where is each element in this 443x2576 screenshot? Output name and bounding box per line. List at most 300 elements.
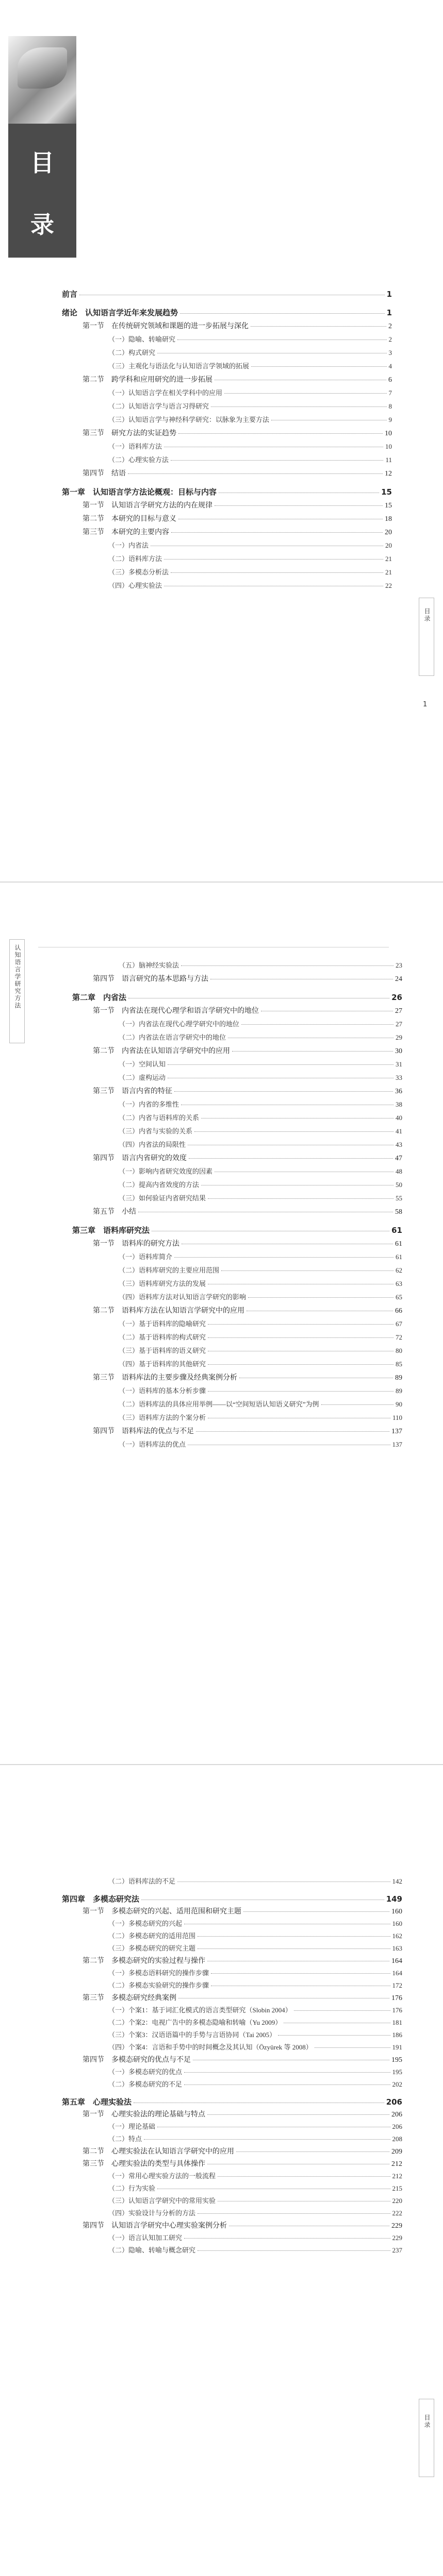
- toc-page-number: 11: [385, 456, 392, 464]
- toc-page-number: 61: [396, 1253, 402, 1261]
- toc-subsection[interactable]: [119, 1278, 402, 1290]
- toc-page-number: 18: [385, 515, 392, 523]
- dot-leader: [321, 1404, 393, 1405]
- toc-subsection[interactable]: [108, 347, 392, 359]
- toc-section[interactable]: [83, 1955, 402, 1967]
- toc-section[interactable]: [83, 320, 392, 332]
- dot-leader: [189, 1158, 393, 1159]
- dot-leader: [128, 473, 383, 474]
- dot-leader: [171, 532, 383, 533]
- dot-leader: [198, 2250, 390, 2251]
- toc-entry-label: （二）基于语料库的构式研究: [119, 1333, 206, 1341]
- toc-page-number: 209: [391, 2148, 402, 2156]
- toc-subsection[interactable]: [119, 1112, 402, 1124]
- toc-entry-label: 第三节 多模态研究经典案例: [83, 1994, 176, 2002]
- toc-subsection[interactable]: [119, 1345, 402, 1357]
- toc-entry-label: （三）多模态研究的研究主题: [108, 1944, 196, 1952]
- toc-subsection[interactable]: [108, 2133, 402, 2145]
- toc-subsection[interactable]: [119, 1332, 402, 1343]
- toc-page-number: 41: [396, 1127, 402, 1135]
- dot-leader: [178, 433, 383, 434]
- toc-section[interactable]: [83, 374, 392, 385]
- toc-entry-label: 第四节 语言内省研究的效度: [93, 1155, 187, 1162]
- toc-entry-label: 第五章 心理实验法: [62, 2097, 132, 2107]
- dot-leader: [144, 2139, 390, 2140]
- toc-page-number: 85: [396, 1360, 402, 1368]
- dot-leader: [184, 2238, 390, 2239]
- toc-page-number: 8: [388, 402, 392, 410]
- dot-leader: [208, 1337, 393, 1338]
- toc-page-number: 26: [391, 993, 402, 1002]
- toc-entry-label: 第三节 语言内省的特征: [93, 1088, 172, 1095]
- toc-page-number: 6: [388, 376, 392, 384]
- toc-section[interactable]: [83, 2158, 402, 2170]
- toc-section[interactable]: [93, 1372, 402, 1383]
- dot-leader: [221, 1270, 393, 1271]
- toc-entry-label: 第一节 多模态研究的兴起、适用范围和研究主题: [83, 1908, 241, 1916]
- toc-entry-label: （二）构式研究: [108, 349, 156, 357]
- toc-entry-label: 第二节 跨学科和应用研究的进一步拓展: [83, 376, 212, 384]
- dot-leader: [207, 2114, 389, 2115]
- toc-page-number: 31: [396, 1060, 402, 1068]
- toc-page-number: 21: [385, 555, 392, 563]
- side-head: 认知语言学研究方法: [14, 944, 21, 1009]
- toc-subsection[interactable]: [108, 414, 392, 426]
- dot-leader: [251, 326, 386, 327]
- toc-entry-label: （二）语料库研究的主要应用范围: [119, 1266, 220, 1274]
- toc-subsection[interactable]: [108, 2005, 402, 2016]
- toc-entry-label: （一）隐喻、转喻研究: [108, 335, 176, 343]
- dot-leader: [215, 505, 383, 506]
- toc-entry-label: 第四节 认知语言学研究中心理实验案例分析: [83, 2222, 227, 2230]
- toc-entry-label: 前言: [62, 290, 78, 299]
- dot-leader: [208, 1391, 393, 1392]
- toc-entry-label: （二）语料库法的不足: [108, 1877, 176, 1885]
- toc-page-number: 181: [392, 2019, 402, 2026]
- dot-leader: [198, 2213, 390, 2214]
- toc-entry-label: （三）个案3：汉语语篇中的手势与言语协同（Tai 2005）: [108, 2031, 276, 2039]
- toc-subsection[interactable]: [119, 1126, 402, 1137]
- toc-section[interactable]: [83, 500, 392, 511]
- dot-leader: [171, 572, 383, 573]
- toc-chapter[interactable]: [62, 2096, 402, 2108]
- toc-entry-label: 第四节 多模态研究的优点与不足: [83, 2056, 191, 2064]
- toc-subsection[interactable]: [108, 2195, 402, 2207]
- toc-page-number: 12: [385, 470, 392, 478]
- toc-page-number: 40: [396, 1114, 402, 1122]
- toc-entry-label: （二）多模态研究的不足: [108, 2080, 183, 2088]
- toc-page-number: 206: [391, 2111, 402, 2119]
- toc-page-number: 80: [396, 1347, 402, 1354]
- toc-subsection[interactable]: [119, 1399, 402, 1410]
- dot-leader: [174, 1091, 393, 1092]
- toc-page-number: 3: [388, 349, 392, 357]
- toc-entry-label: （二）语料库方法: [108, 555, 162, 563]
- toc-page-number: 10: [385, 443, 392, 450]
- toc-subsection[interactable]: [108, 2029, 402, 2041]
- toc-entry-label: 第三节 语料库法的主要步骤及经典案例分析: [93, 1374, 237, 1382]
- toc-page-number: 229: [392, 2234, 402, 2242]
- toc-subsection[interactable]: [119, 1059, 402, 1070]
- toc-page-number: 176: [392, 2006, 402, 2014]
- toc-entry-label: （一）认知语言学在相关学科中的应用: [108, 389, 223, 397]
- toc-entry-label: 第一节 在传统研究领域和课题的进一步拓展与深化: [83, 323, 249, 330]
- toc-entry-label: （二）认知语言学与语言习得研究: [108, 402, 209, 410]
- toc-entry-label: （四）基于语料库的其他研究: [119, 1360, 206, 1368]
- toc-section[interactable]: [83, 2146, 402, 2157]
- toc-page-number: 237: [392, 2246, 402, 2254]
- toc-page-number: 22: [385, 582, 392, 589]
- toc-entry-label: （一）理论基础: [108, 2123, 156, 2130]
- toc-page-number: 208: [392, 2135, 402, 2143]
- toc-section[interactable]: [93, 1045, 402, 1057]
- toc-page-number: 4: [388, 362, 392, 370]
- toc-section[interactable]: [93, 1238, 402, 1249]
- toc-section[interactable]: [93, 1206, 402, 1217]
- dot-leader: [232, 1051, 393, 1052]
- toc-subsection[interactable]: [119, 1166, 402, 1177]
- toc-subsection[interactable]: [108, 1876, 402, 1887]
- toc-subsection[interactable]: [108, 1943, 402, 1954]
- toc-entry-label: （一）内省的多维性: [119, 1100, 179, 1108]
- folio: 1: [423, 701, 428, 708]
- dot-leader: [211, 1973, 390, 1974]
- dot-leader: [184, 2072, 390, 2073]
- toc-chapter[interactable]: [62, 1893, 402, 1905]
- toc-page-number: 7: [388, 389, 392, 397]
- toc-subsection[interactable]: [108, 441, 392, 452]
- dot-leader: [251, 366, 386, 367]
- toc-entry-label: 绪论 认知语言学近年来发展趋势: [62, 308, 178, 317]
- toc-page-number: 163: [392, 1944, 402, 1952]
- toc-page-number: 229: [391, 2222, 402, 2230]
- toc-page-number: 62: [396, 1266, 402, 1274]
- toc-subsection[interactable]: [119, 1019, 402, 1030]
- toc-page-number: 212: [392, 2172, 402, 2180]
- toc-subsection[interactable]: [108, 454, 392, 466]
- toc-entry-label: （二）虚构运动: [119, 1074, 166, 1081]
- toc-subsection[interactable]: [108, 1968, 402, 1979]
- toc-chapter[interactable]: [62, 486, 392, 498]
- side-head: 目录: [423, 608, 431, 622]
- toc-section[interactable]: [83, 527, 392, 538]
- toc-entry-label: （二）隐喻、转喻与概念研究: [108, 2246, 196, 2254]
- toc-entry-label: （一）内省法在现代心理学研究中的地位: [119, 1020, 240, 1028]
- toc-entry-label: （一）常用心理实验方法的一般流程: [108, 2172, 216, 2180]
- toc-entry-label: 第一章 认知语言学方法论概观：目标与内容: [62, 487, 217, 497]
- dot-leader: [208, 1364, 393, 1365]
- toc-entry-label: 第二节 多模态研究的实验过程与操作: [83, 1957, 205, 1965]
- toc-entry-label: （一）影响内省研究效度的因素: [119, 1167, 213, 1175]
- toc-entry-label: 第二章 内省法: [72, 993, 127, 1002]
- toc-page-number: 23: [396, 961, 402, 969]
- toc-page-number: 222: [392, 2209, 402, 2217]
- toc-page-number: 220: [392, 2197, 402, 2205]
- toc-subsection[interactable]: [119, 1179, 402, 1191]
- dot-leader: [248, 1297, 393, 1298]
- toc-page-number: 29: [396, 1033, 402, 1041]
- toc-page-number: 2: [388, 335, 392, 343]
- dot-leader: [278, 2035, 390, 2036]
- toc-subsection[interactable]: [108, 2017, 402, 2028]
- toc-page-number: 66: [395, 1307, 402, 1315]
- toc-subsection[interactable]: [108, 2066, 402, 2078]
- toc-subsection[interactable]: [108, 2042, 402, 2053]
- toc-entry-label: （二）多模态实验研究的操作步骤: [108, 1981, 209, 1989]
- toc-page-number: 176: [391, 1994, 402, 2002]
- dot-leader: [218, 2176, 390, 2177]
- toc-entry-label: 第四节 语言研究的基本思路与方法: [93, 975, 208, 983]
- toc-entry-label: （一）多模态语料研究的操作步骤: [108, 1969, 209, 1977]
- page-2: [0, 883, 443, 1764]
- toc-section[interactable]: [83, 2220, 402, 2231]
- dot-leader: [181, 965, 393, 966]
- toc-subsection[interactable]: [119, 1193, 402, 1204]
- toc-section[interactable]: [93, 1153, 402, 1164]
- toc-entry-label: 第一节 语料库的研究方法: [93, 1240, 179, 1248]
- toc-chapter[interactable]: [72, 992, 402, 1003]
- dot-leader: [164, 559, 383, 560]
- toc-page-number: 27: [396, 1020, 402, 1028]
- toc-page-number: 186: [392, 2031, 402, 2039]
- toc-entry-label: 第二节 内省法在认知语言学研究中的应用: [93, 1047, 230, 1055]
- toc-page-number: 160: [391, 1908, 402, 1916]
- toc-page-number: 65: [396, 1293, 402, 1301]
- toc-entry-label: （二）心理实验方法: [108, 456, 169, 464]
- toc-page-number: 195: [392, 2068, 402, 2076]
- toc-page-number: 206: [392, 2123, 402, 2130]
- toc-entry-label: 第二节 心理实验法在认知语言学研究中的应用: [83, 2148, 234, 2156]
- toc-entry-label: 第二节 本研究的目标与意义: [83, 515, 176, 523]
- toc-page-number: 61: [395, 1240, 402, 1248]
- toc-entry-label: （二）个案2：电视广告中的多模态隐喻和转喻（Yu 2009）: [108, 2019, 282, 2026]
- toc-entry-label: 第四章 多模态研究法: [62, 1894, 140, 1904]
- toc-page-number: 24: [395, 975, 402, 983]
- toc-page-number: 1: [386, 308, 392, 317]
- toc-page-number: 36: [395, 1088, 402, 1095]
- toc-entry-label: （三）认知语言学与神经科学研究：以脉象为主要方法: [108, 416, 270, 423]
- toc-page-number: 215: [392, 2184, 402, 2192]
- dot-leader: [168, 1064, 393, 1065]
- toc-page-number: 191: [392, 2043, 402, 2051]
- toc-subsection[interactable]: [108, 401, 392, 412]
- toc-section[interactable]: [83, 2054, 402, 2065]
- toc-subsection[interactable]: [108, 361, 392, 372]
- toc-page-number: 21: [385, 568, 392, 576]
- page-3: [0, 1765, 443, 2576]
- dot-leader: [241, 1024, 393, 1025]
- toc-page-number: 15: [385, 502, 392, 510]
- dot-leader: [208, 1198, 393, 1199]
- toc-subsection[interactable]: [108, 2232, 402, 2244]
- toc-entry-label: （一）空间认知: [119, 1060, 166, 1068]
- toc-page-number: 89: [396, 1387, 402, 1395]
- toc-page-number: 67: [396, 1320, 402, 1328]
- side-head-box: [419, 2399, 434, 2477]
- toc-entry-label: （三）内省与实验的关系: [119, 1127, 193, 1135]
- toc-page-number: 55: [396, 1194, 402, 1202]
- toc-entry-label: （二）内省法在语言学研究中的地位: [119, 1033, 226, 1041]
- toc-page-number: 33: [396, 1074, 402, 1081]
- toc-section[interactable]: [83, 428, 392, 439]
- toc-entry-label: （四）心理实验法: [108, 582, 162, 589]
- toc-entry-label: 第二节 语料库方法在认知语言学研究中的应用: [93, 1307, 244, 1315]
- toc-entry-label: 第三节 研究方法的实证趋势: [83, 430, 176, 437]
- toc-entry-label: （三）多模态分析法: [108, 568, 169, 576]
- dot-leader: [211, 406, 386, 407]
- toc-entry-label: 第一节 内省法在现代心理学和语言学研究中的地位: [93, 1007, 259, 1015]
- toc-page-number: 90: [396, 1400, 402, 1408]
- dot-leader: [198, 1948, 390, 1949]
- toc-page-number: 27: [395, 1007, 402, 1015]
- toc-page-number: 137: [392, 1440, 402, 1448]
- toc-page-number: 58: [395, 1208, 402, 1216]
- toc-entry-label: （一）个案1：基于词汇化模式的语言类型研究（Slobin 2004）: [108, 2006, 292, 2014]
- toc-section[interactable]: [83, 1992, 402, 2004]
- toc-entry-label: （一）语料库方法: [108, 443, 162, 450]
- toc-subsection[interactable]: [119, 1099, 402, 1110]
- toc-subsection[interactable]: [119, 1032, 402, 1043]
- toc-chapter[interactable]: [62, 307, 392, 318]
- toc-entry-label: 第三节 本研究的主要内容: [83, 529, 169, 536]
- dot-leader: [315, 2047, 390, 2048]
- toc-section[interactable]: [83, 2109, 402, 2120]
- toc-subsection[interactable]: [108, 1930, 402, 1942]
- toc-section[interactable]: [93, 1005, 402, 1016]
- dot-leader: [194, 1131, 393, 1132]
- toc-entry-label: （二）特点: [108, 2135, 142, 2143]
- toc-page-number: 89: [395, 1374, 402, 1382]
- toc-subsection[interactable]: [119, 1251, 402, 1263]
- toc-entry-label: 第一节 认知语言学研究方法的内在规律: [83, 502, 212, 510]
- toc-subsection[interactable]: [108, 2171, 402, 2182]
- toc-entry-label: （一）多模态研究的优点: [108, 2068, 183, 2076]
- toc-page-number: 30: [395, 1047, 402, 1055]
- toc-entry-label: （一）语言认知加工研究: [108, 2234, 183, 2242]
- toc-entry-label: （二）多模态研究的适用范围: [108, 1932, 196, 1940]
- dot-leader: [180, 313, 385, 314]
- toc-entry-label: （一）语料库简介: [119, 1253, 173, 1261]
- toc-subsection[interactable]: [108, 1980, 402, 1991]
- toc-entry-label: （四）内省法的局限性: [119, 1141, 186, 1148]
- toc-page-number: 160: [392, 1920, 402, 1927]
- toc-page-number: 172: [392, 1981, 402, 1989]
- toc-entry-label: （三）如何验证内省研究结果: [119, 1194, 206, 1202]
- toc-list: [0, 0, 443, 882]
- toc-entry-label: 第四节 结语: [83, 470, 126, 478]
- dot-leader: [236, 2151, 389, 2152]
- toc-entry-label: （二）语料库法的具体应用举例——以“空间短语认知语义研究”为例: [119, 1400, 319, 1408]
- toc-page-number: 43: [396, 1141, 402, 1148]
- toc-subsection[interactable]: [108, 2079, 402, 2090]
- side-head: 目录: [423, 2414, 431, 2429]
- dot-leader: [196, 1431, 389, 1432]
- toc-subsection[interactable]: [119, 1292, 402, 1303]
- toc-entry-label: （一）基于语料库的隐喻研究: [119, 1320, 206, 1328]
- toc-page-number: 202: [392, 2080, 402, 2088]
- toc-section[interactable]: [83, 513, 392, 524]
- toc-subsection[interactable]: [119, 1359, 402, 1370]
- toc-page-number: 47: [395, 1155, 402, 1162]
- toc-entry-label: （五）脑神经实验法: [119, 961, 179, 969]
- toc-subsection[interactable]: [119, 1439, 402, 1450]
- toc-subsection[interactable]: [119, 960, 402, 971]
- toc-subsection[interactable]: [108, 2183, 402, 2194]
- toc-page-number: 9: [388, 416, 392, 423]
- toc-subsection[interactable]: [108, 540, 392, 551]
- toc-section[interactable]: [93, 1086, 402, 1097]
- toc-entry-label: （一）语料库法的优点: [119, 1440, 186, 1448]
- dot-leader: [294, 2010, 390, 2011]
- toc-subsection[interactable]: [108, 580, 392, 591]
- dot-leader: [198, 1936, 390, 1937]
- toc-chapter[interactable]: [72, 1225, 402, 1236]
- toc-section[interactable]: [93, 1426, 402, 1437]
- toc-page-number: 10: [385, 430, 392, 437]
- toc-page-number: 206: [386, 2097, 402, 2107]
- toc-entry-label: （一）内省法: [108, 541, 149, 549]
- toc-entry-label: （三）基于语料库的语义研究: [119, 1347, 206, 1354]
- toc-entry-label: （一）多模态研究的兴起: [108, 1920, 183, 1927]
- toc-page-number: 20: [385, 529, 392, 536]
- toc-subsection[interactable]: [108, 553, 392, 565]
- toc-chapter[interactable]: [62, 289, 392, 300]
- toc-entry-label: （三）语料库研究方法的发展: [119, 1280, 206, 1287]
- toc-page-number: 149: [386, 1894, 402, 1904]
- dot-leader: [171, 460, 383, 461]
- toc-section[interactable]: [83, 1906, 402, 1917]
- toc-page-number: 38: [396, 1100, 402, 1108]
- cover-title-char-1: 目: [30, 149, 54, 177]
- toc-subsection[interactable]: [108, 2121, 402, 2132]
- toc-subsection[interactable]: [108, 2245, 402, 2256]
- toc-entry-label: （四）实验设计与分析的方法: [108, 2209, 196, 2217]
- dot-leader: [224, 393, 386, 394]
- toc-page-number: 61: [391, 1226, 402, 1235]
- toc-page-number: 15: [381, 487, 392, 497]
- dot-leader: [243, 1911, 389, 1912]
- toc-page-number: 50: [396, 1181, 402, 1189]
- toc-subsection[interactable]: [108, 387, 392, 399]
- toc-subsection[interactable]: [119, 1318, 402, 1330]
- toc-subsection[interactable]: [108, 1918, 402, 1929]
- toc-entry-label: （二）行为实验: [108, 2184, 156, 2192]
- toc-page-number: 162: [392, 1932, 402, 1940]
- toc-section[interactable]: [83, 468, 392, 479]
- toc-entry-label: （三）主观化与语法化与认知语言学领域的拓展: [108, 362, 250, 370]
- toc-subsection[interactable]: [119, 1385, 402, 1397]
- cover-title-char-2: 录: [30, 211, 54, 239]
- toc-subsection[interactable]: [119, 1139, 402, 1150]
- toc-subsection[interactable]: [119, 1412, 402, 1423]
- toc-page-number: 195: [391, 2056, 402, 2064]
- toc-page-number: 1: [386, 290, 392, 299]
- toc-entry-label: 第一节 心理实验法的理论基础与特点: [83, 2111, 205, 2119]
- toc-subsection[interactable]: [119, 1072, 402, 1083]
- toc-page-number: 63: [396, 1280, 402, 1287]
- page-1: [0, 0, 443, 882]
- toc-subsection[interactable]: [108, 2208, 402, 2219]
- dot-leader: [184, 2084, 390, 2085]
- toc-section[interactable]: [93, 1305, 402, 1316]
- toc-subsection[interactable]: [108, 334, 392, 345]
- toc-page-number: 137: [391, 1428, 402, 1435]
- toc-section[interactable]: [93, 973, 402, 985]
- toc-page-number: 72: [396, 1333, 402, 1341]
- toc-subsection[interactable]: [108, 567, 392, 578]
- toc-subsection[interactable]: [119, 1265, 402, 1276]
- toc-page-number: 164: [392, 1969, 402, 1977]
